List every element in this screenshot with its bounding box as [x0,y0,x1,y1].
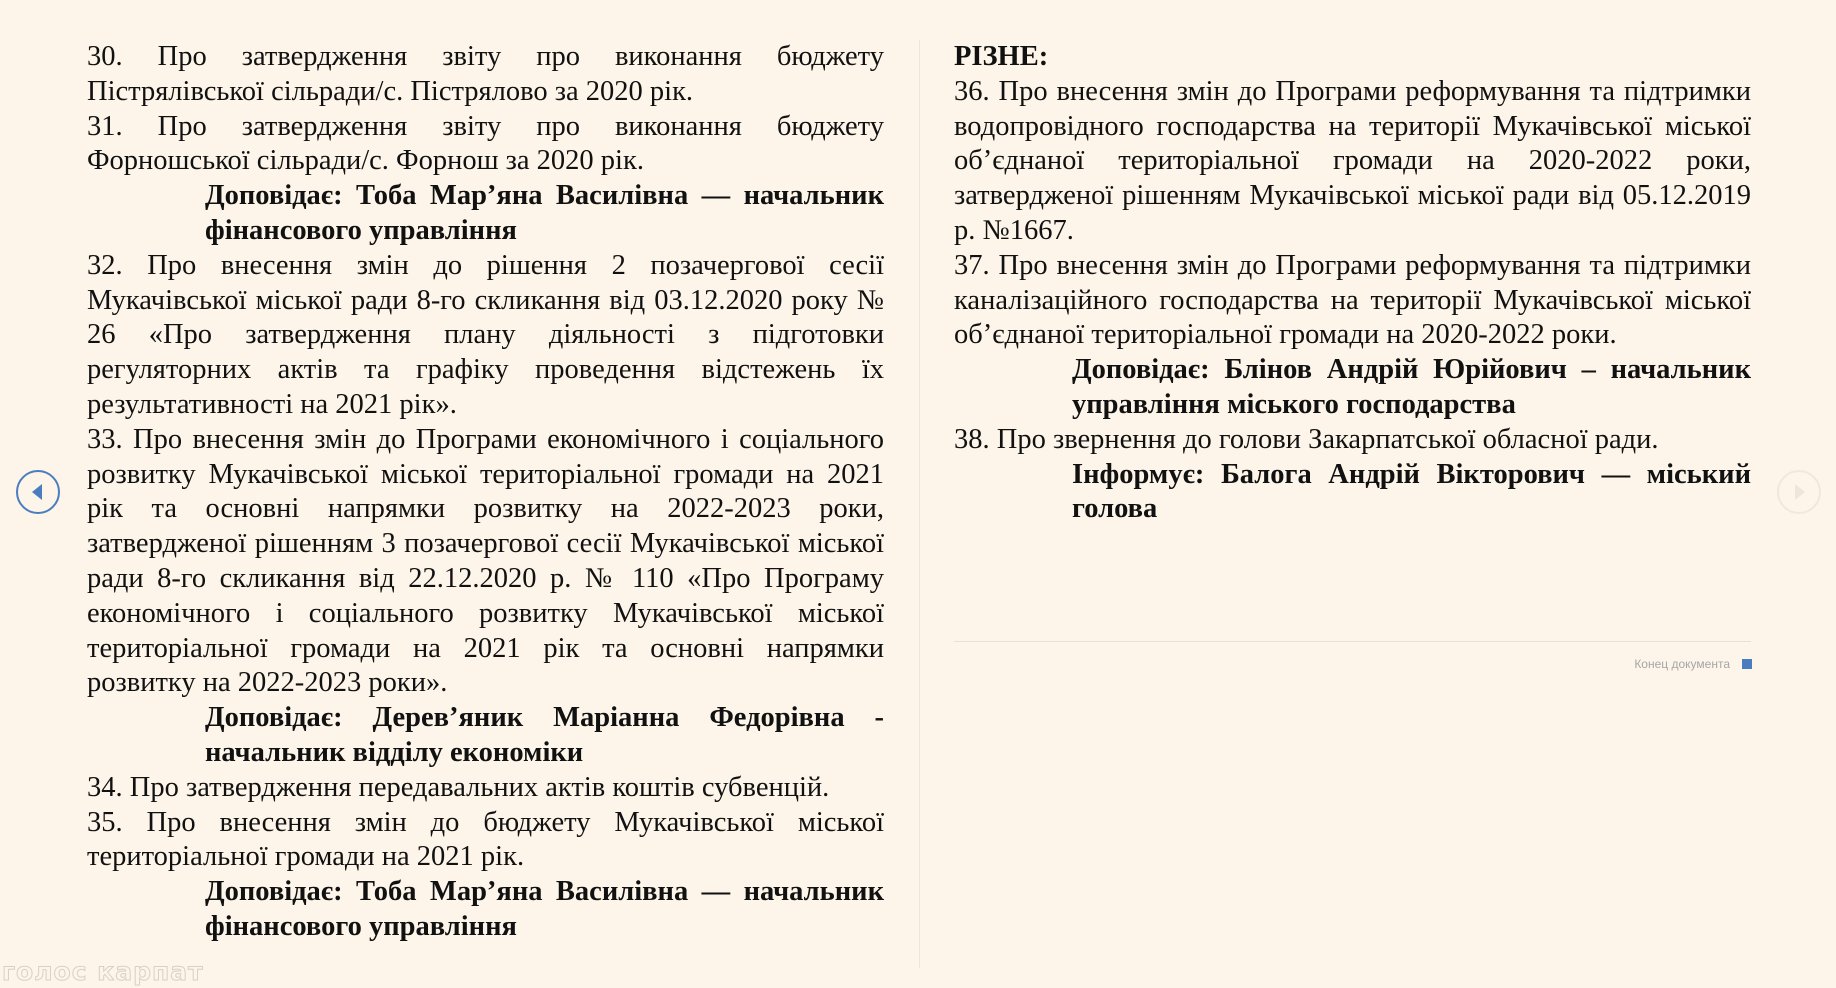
agenda-item-36: 36. Про внесення змін до Програми реформування та підтримки водопровідного господарства на території Мукачівської міської об’єднаної територіальної громади на 2020-2022 роки, затвердженої рішенням Мукачівської міської ради від 05.12.2019 р. №1667. [954,75,1751,246]
agenda-item-33: 33. Про внесення змін до Програми економічного і соціального розвитку Мукачівської міської територіальної громади на 2021 рік та основні напрямки розвитку на 2022-2023 роки, затвердженої рішенням 3 позачергової сесії Мукачівської міської ради 8-го скликання від 22.12.2020 р. № 110 «Про Програму економічного і соціального розвитку Мукачівської міської територіальної громади на 2021 рік та основні напрямки розвитку на 2022-2023 роки». [87,423,884,699]
agenda-item-38: 38. Про звернення до голови Закарпатської обласної ради. [954,423,1659,455]
end-of-document [1634,657,1752,671]
speaker-note: Доповідає: Блінов Андрій Юрійович – начальник управління міського господарства [1072,354,1751,420]
previous-page-button[interactable] [16,470,60,514]
chevron-right-icon [1779,472,1819,512]
agenda-item-30: 30. Про затвердження звіту про виконання бюджету Пістрялівської сільради/с. Пістрялово за 2020 рік. [87,41,884,107]
end-square-icon [1742,659,1752,669]
agenda-item-35: 35. Про внесення змін до бюджету Мукачівської міської територіальної громади на 2021 рік. [87,806,884,873]
chevron-left-icon [18,472,58,512]
agenda-item-37: 37. Про внесення змін до Програми реформування та підтримки каналізаційного господарства на території Мукачівської міської об’єднаної територіальної громади на 2020-2022 роки. [954,249,1751,351]
column-divider [919,40,920,968]
end-of-document-label: Конец документа [1634,657,1730,671]
end-separator [954,641,1751,642]
agenda-item-32: 32. Про внесення змін до рішення 2 позачергової сесії Мукачівської міської ради 8-го скликання від 03.12.2020 року № 26 «Про затвердження плану діяльності з підготовки регуляторних актів та графіку проведення відстежень їх результативності на 2021 рік». [87,249,884,420]
left-column [87,40,884,945]
agenda-item-34: 34. Про затвердження передавальних актів коштів субвенцій. [87,771,830,803]
right-column [954,40,1751,527]
speaker-note: Доповідає: Дерев’яник Маріанна Федорівна - начальник відділу економіки [205,702,884,768]
section-heading: РІЗНЕ: [954,41,1049,72]
watermark: голос карпат [2,957,204,986]
agenda-item-31: 31. Про затвердження звіту про виконання бюджету Форношської сільради/с. Форнош за 2020 рік. [87,110,884,177]
next-page-button[interactable] [1777,470,1821,514]
speaker-note: Інформує: Балога Андрій Вікторович — міський голова [1072,458,1751,525]
speaker-note: Доповідає: Тоба Мар’яна Василівна — начальник фінансового управління [205,180,884,246]
speaker-note: Доповідає: Тоба Мар’яна Василівна — начальник фінансового управління [205,876,884,942]
